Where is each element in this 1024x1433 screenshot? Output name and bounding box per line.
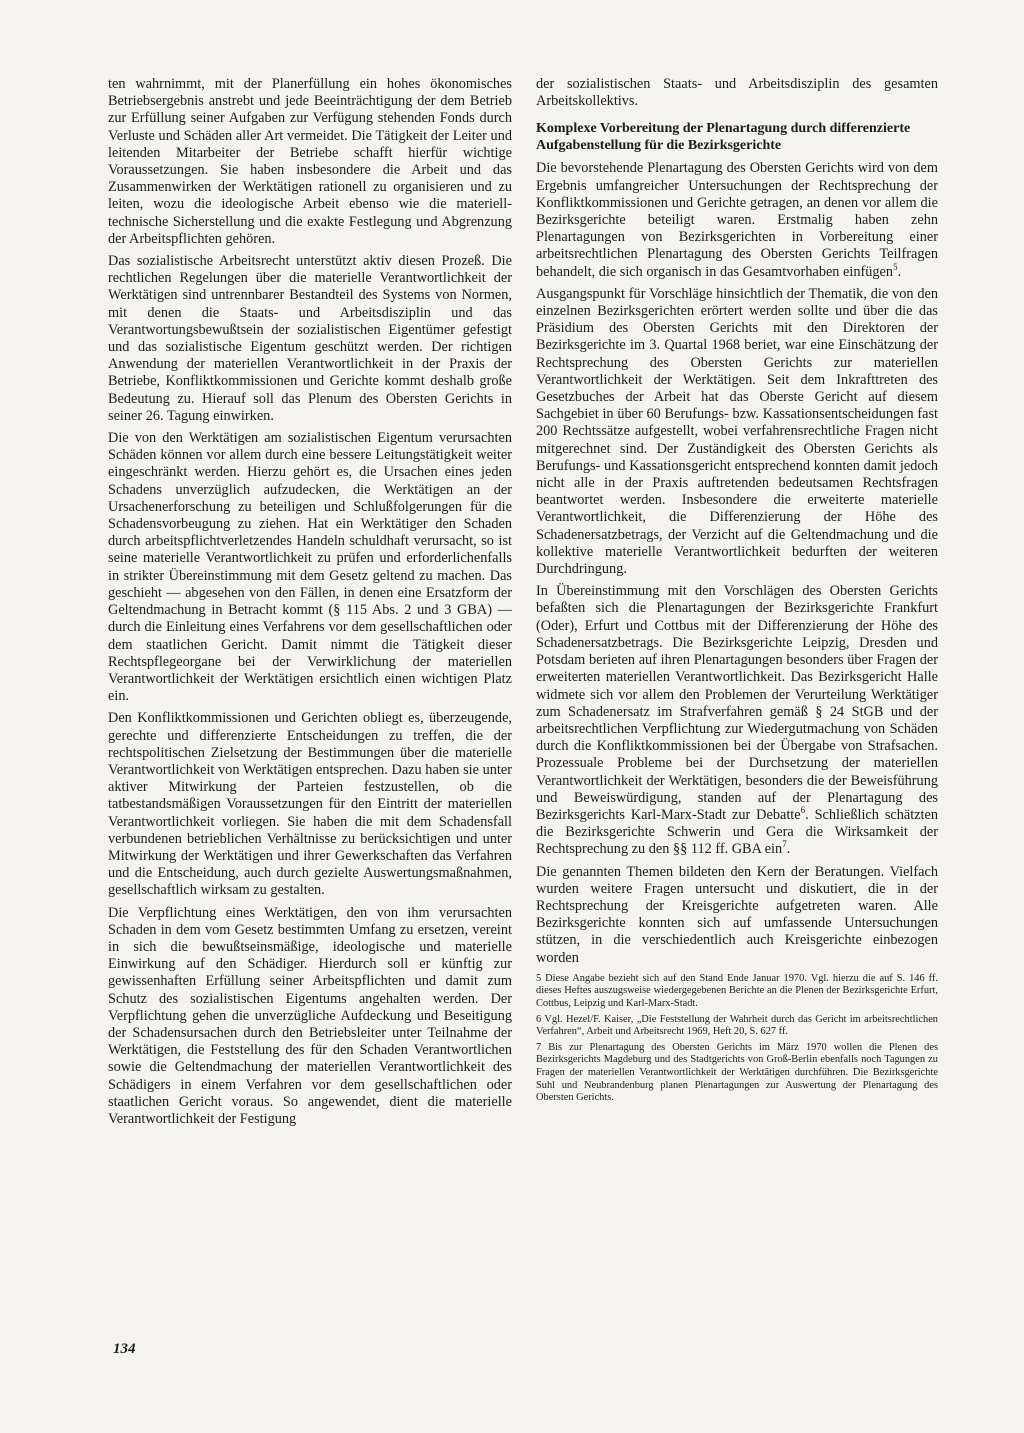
- paragraph-text: Die bevorstehende Plenartagung des Obersten Gerichts wird von dem Ergebnis umfangreicher Untersuchungen der Rechtsprechung der Konfliktkommissionen und Gerichte getragen, an denen vor allem die Bezirksgerichte beteiligt waren. Erstmalig haben zehn Plenartagungen von Bezirksgerichten in Vorbereitung einer arbeitsrechtlichen Plenartagung des Obersten Gerichts Teilfragen behandelt, die sich organisch in das Gesamtvorhaben einfügen: [536, 160, 938, 280]
- right-column: [536, 76, 938, 1108]
- page-number: 134: [113, 1341, 136, 1357]
- body-paragraph: Die genannten Themen bildeten den Kern der Beratungen. Vielfach wurden weitere Fragen untersucht und diskutiert, die in der Rechtsprechung der Kreisgerichte aufgetreten waren. Alle Bezirksgerichte konnten sich auf umfassende Untersuchungen stützen, in die verschiedentlich auch Kreisgerichte einbezogen worden: [536, 863, 938, 966]
- left-column: [108, 76, 512, 1133]
- paragraph-text: .: [786, 841, 791, 858]
- body-paragraph: Die von den Werktätigen am sozialistischen Eigentum verursachten Schäden können vor allem durch eine bessere Leitungstätigkeit weiter eingeschränkt werden. Hierzu gehört es, die Ursachen eines jeden Schadens unverzüglich aufzudecken, die Werktätigen an der Ursachenerforschung zu beteiligen und Schlußfolgerungen für die Schadensvorbeugung zu ziehen. Hat ein Werktätiger den Schaden durch arbeitspflichtverletzendes Handeln schuldhaft verursacht, so ist seine materielle Verantwortlichkeit zu prüfen und erforderlichenfalls in strikter Übereinstimmung mit dem Gesetz geltend zu machen. Das geschieht — abgesehen von den Fällen, in denen eine Ersatzform der Geltendmachung in Betracht kommt (§ 115 Abs. 2 und 3 GBA) — durch die Einleitung eines Verfahrens vor dem gesellschaftlichen oder dem staatlichen Gericht. Damit nimmt die Tätigkeit dieser Rechtspflegeorgane bei der Verwirklichung der materiellen Verantwortlichkeit der Werktätigen ersichtlich einen wichtigen Platz ein.: [108, 430, 512, 705]
- footnotes: [536, 973, 938, 1105]
- body-paragraph: [536, 583, 938, 858]
- body-paragraph: Ausgangspunkt für Vorschläge hinsichtlich der Thematik, die von den einzelnen Bezirksgerichten erörtert werden sollte und über die das Präsidium des Obersten Gerichts mit den Direktoren der Bezirksgerichte im 3. Quartal 1968 beriet, war eine Einschätzung der Rechtsprechung des Obersten Gerichts zur materiellen Verantwortlichkeit der Werktätigen. Seit dem Inkrafttreten des Gesetzbuches der Arbeit hat das Oberste Gericht auf diesem Sachgebiet in über 60 Berufungs- bzw. Kassationsentscheidungen fast 200 Rechtssätze aufgestellt, wobei verfahrensrechtliche Fragen nicht mitgerechnet sind. Der Zuständigkeit des Obersten Gerichts als Berufungs- und Kassationsgericht entsprechend konnten damit jedoch nicht alle in der Praxis auftretenden bedeutsamen Rechtsfragen beantwortet werden. Insbesondere die erweiterte materielle Verantwortlichkeit, die Differenzierung der Höhe des Schadenersatzbetrags, der Verzicht auf die Geltendmachung und die kollektive materielle Verantwortlichkeit bedurften der weiteren Durchdringung.: [536, 285, 938, 578]
- footnote-reference: 5: [893, 261, 898, 272]
- footnote-reference: 6: [800, 805, 806, 816]
- body-paragraph: der sozialistischen Staats- und Arbeitsdisziplin des gesamten Arbeitskollektivs.: [536, 76, 938, 110]
- section-heading: Komplexe Vorbereitung der Plenartagung durch differenzierte Aufgabenstellung für die Bezirksgerichte: [536, 121, 911, 154]
- paragraph-text: .: [897, 263, 902, 280]
- body-paragraph: [536, 160, 938, 280]
- body-paragraph: Die Verpflichtung eines Werktätigen, den von ihm verursachten Schaden in dem vom Gesetz bestimmten Umfang zu ersetzen, vereint in sich die bewußtseinsmäßige, ideologische und materielle Einwirkung auf den Schädiger. Hierdurch soll er künftig zur gewissenhaften Erfüllung seiner Arbeitspflichten und damit zum Schutz des sozialistischen Eigentums angehalten werden. Der Verpflichtung gehen die unverzügliche Aufdeckung und Beseitigung der Schadensursachen durch den Betriebsleiter unter Teilnahme der Werktätigen, die Feststellung des für den Schaden Verantwortlichen sowie die Geltendmachung der materiellen Verantwortlichkeit des Schädigers in einem Verfahren vor dem gesellschaftlichen oder staatlichen Gericht voraus. So angewendet, dient die materielle Verantwortlichkeit der Festigung: [108, 904, 512, 1127]
- footnote: 6 Vgl. Hezel/F. Kaiser, „Die Feststellung der Wahrheit durch das Gericht im arbeitsrechtlichen Verfahren“, Arbeit und Arbeitsrecht 1969, Heft 20, S. 627 ff.: [536, 1013, 938, 1038]
- paragraph-text: . Schließlich schätzten die Bezirksgerichte Schwerin und Gera die Wirksamkeit der Rechtsprechung zu den §§ 112 ff. GBA ein: [536, 806, 939, 858]
- body-paragraph: ten wahrnimmt, mit der Planerfüllung ein hohes ökonomisches Betriebsergebnis anstrebt und jede Beeinträchtigung der dem Betrieb zur Erfüllung seiner Aufgaben zur Verfügung stehenden Fonds durch Verluste und Schäden aller Art vermeidet. Die Tätigkeit der Leiter und leitenden Mitarbeiter der Betriebe schafft hierfür wichtige Voraussetzungen. Sie haben insbesondere die Arbeit und das Zusammenwirken der Werktätigen rationell zu organisieren und zu leiten, wozu die ideologische Arbeit ebenso wie die materiell-technische Sicherstellung und die exakte Festlegung und Abgrenzung der Arbeitspflichten gehören.: [108, 76, 512, 247]
- footnote: 5 Diese Angabe bezieht sich auf den Stand Ende Januar 1970. Vgl. hierzu die auf S. 146 ff. dieses Heftes auszugsweise wiedergegebenen Berichte an die Plenen der Bezirksgerichte Erfurt, Cottbus, Leipzig und Karl-Marx-Stadt.: [536, 972, 938, 1009]
- body-paragraph: Das sozialistische Arbeitsrecht unterstützt aktiv diesen Prozeß. Die rechtlichen Regelungen über die materielle Verantwortlichkeit der Werktätigen sind untrennbarer Bestandteil des Systems von Normen, mit denen die Staats- und Arbeitsdisziplin und das Verantwortungsbewußtsein der sozialistischen Eigentümer gefestigt und das sozialistische Eigentum geschützt werden. Der richtigen Anwendung der materiellen Verantwortlichkeit in der Praxis der Betriebe, Konfliktkommissionen und Gerichte kommt deshalb große Bedeutung zu. Hierauf soll das Plenum des Obersten Gerichts in seiner 26. Tagung einwirken.: [108, 253, 512, 424]
- body-paragraph: Den Konfliktkommissionen und Gerichten obliegt es, überzeugende, gerechte und differenzierte Entscheidungen zu treffen, die der rechtspolitischen Zielsetzung der Bestimmungen über die materielle Verantwortlichkeit von Werktätigen entsprechen. Dazu haben sie unter aktiver Mitwirkung der Parteien festzustellen, ob die tatbestandsmäßigen Voraussetzungen für den Eintritt der materiellen Verantwortlichkeit vorliegen. Sie haben die mit dem Schadensfall verbundenen betrieblichen Verhältnisse zu berücksichtigen und unter Mitwirkung der Werktätigen und ihrer Gewerkschaften das Verfahren und die Entscheidung, auch durch gezielte Auswertungsmaßnahmen, gesellschaftlich wirksam zu gestalten.: [108, 710, 512, 899]
- paragraph-text: In Übereinstimmung mit den Vorschlägen des Obersten Gerichts befaßten sich die Plenartagungen der Bezirksgerichte Frankfurt (Oder), Erfurt und Cottbus mit der Differenzierung der Höhe des Schadenersatzbetrags. Die Bezirksgerichte Leipzig, Dresden und Potsdam berieten auf ihren Plenartagungen besonders über Fragen der erweiterten materiellen Verantwortlichkeit. Das Bezirksgericht Halle widmete sich vor allem den Problemen der Verurteilung Werktätiger zum Schadenersatz im Strafverfahren gemäß § 24 StGB und der arbeitsrechtlichen Verpflichtung zur Wiedergutmachung von Schäden durch die Konfliktkommissionen bei der Übergabe von Strafsachen. Prozessuale Probleme bei der Durchsetzung der materiellen Verantwortlichkeit der Werktätigen, besonders die der Beweisführung und Beweiswürdigung, standen auf der Plenartagung des Bezirksgerichts Karl-Marx-Stadt zur Debatte: [536, 583, 938, 823]
- footnote-reference: 7: [782, 839, 787, 850]
- footnote: 7 Bis zur Plenartagung des Obersten Gerichts im März 1970 wollen die Plenen des Bezirksgerichts Magdeburg und des Stadtgerichts von Groß-Berlin ebenfalls noch Tagungen zu Fragen der materiellen Verantwortlichkeit der Werktätigen durchführen. Die Bezirksgerichte Suhl und Neubrandenburg planen Plenartagungen zur Auswertung der Plenartagung des Obersten Gerichts.: [536, 1041, 938, 1104]
